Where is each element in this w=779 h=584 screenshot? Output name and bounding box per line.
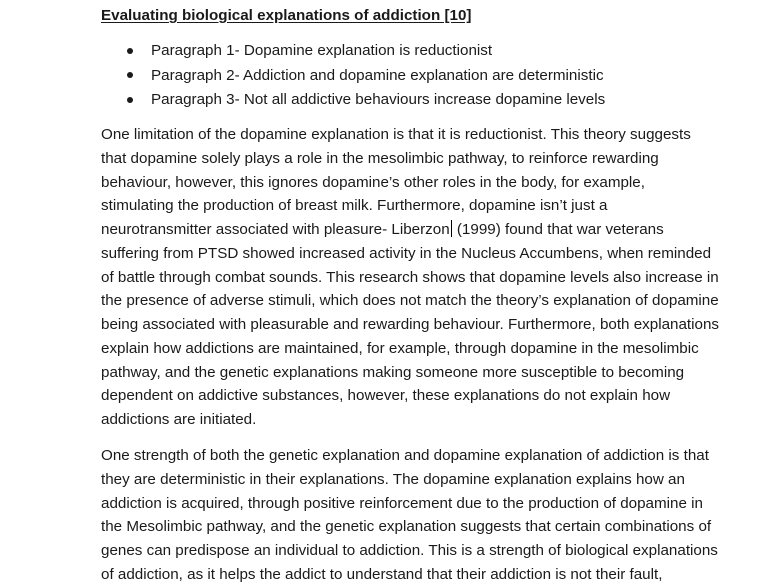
bullet-dot-icon (127, 72, 133, 78)
paragraph-line: pathway, and the genetic explanations making someone more susceptible to becoming (101, 363, 685, 381)
paragraph-line: of battle through combat sounds. This research shows that dopamine levels also increase in (101, 268, 719, 286)
paragraph-line: they are deterministic in their explanations. The dopamine explanation explains how an (101, 470, 685, 488)
paragraph-line: dependent on addictive substances, however, these explanations do not explain how (101, 387, 671, 405)
bullet-item (101, 41, 605, 66)
paragraph-line: One limitation of the dopamine explanation is that it is reductionist. This theory suggests (101, 126, 691, 143)
bullet-text: Paragraph 2- Addiction and dopamine explanation are deterministic (151, 66, 604, 84)
bullet-list (101, 41, 605, 115)
paragraph-line: behaviour, however, this ignores dopamine’s other roles in the body, for example, (101, 173, 645, 191)
line-text-before-caret: neurotransmitter associated with pleasure- Liberzon (101, 221, 450, 238)
bullet-dot-icon (127, 97, 133, 103)
paragraph-dopamine-reductionist (101, 123, 741, 432)
paragraph-line: of addiction, as it helps the addict to understand that their addiction is not their fault, (101, 565, 663, 583)
paragraph-line: the presence of adverse stimuli, which does not match the theory’s explanation of dopamine (101, 292, 719, 310)
bullet-text: Paragraph 1- Dopamine explanation is reductionist (151, 42, 493, 59)
paragraph-line: that dopamine solely plays a role in the mesolimbic pathway, to reinforce rewarding (101, 149, 659, 167)
text-cursor-caret (451, 220, 452, 237)
paragraph-line: suffering from PTSD showed increased activity in the Nucleus Accumbens, when reminded (101, 244, 712, 262)
bullet-item (101, 90, 605, 115)
paragraph-line: being associated with pleasurable and rewarding behaviour. Furthermore, both explanations (101, 316, 720, 333)
paragraph-line: explain how addictions are maintained, for example, through dopamine in the mesolimbic (101, 339, 699, 357)
paragraph-line-with-caret (101, 218, 741, 242)
line-text-after-caret: (1999) found that war veterans (452, 221, 664, 238)
bullet-dot-icon (127, 48, 133, 54)
document-heading: Evaluating biological explanations of addiction [10] (101, 7, 472, 24)
paragraph-line: stimulating the production of breast milk. Furthermore, dopamine isn’t just a (101, 197, 608, 215)
paragraph-line: genes can predispose an individual to addiction. This is a strength of biological explanations (101, 542, 718, 559)
paragraph-deterministic-strength (101, 444, 741, 584)
paragraph-line: the Mesolimbic pathway, and the genetic explanation suggests that certain combinations of (101, 518, 712, 536)
paragraph-line: addiction is acquired, through positive reinforcement due to the production of dopamine in (101, 494, 703, 512)
paragraph-line: addictions are initiated. (101, 411, 257, 428)
paragraph-line: One strength of both the genetic explanation and dopamine explanation of addiction is that (101, 447, 709, 464)
bullet-text: Paragraph 3- Not all addictive behaviours increase dopamine levels (151, 91, 606, 108)
bullet-item (101, 66, 605, 91)
